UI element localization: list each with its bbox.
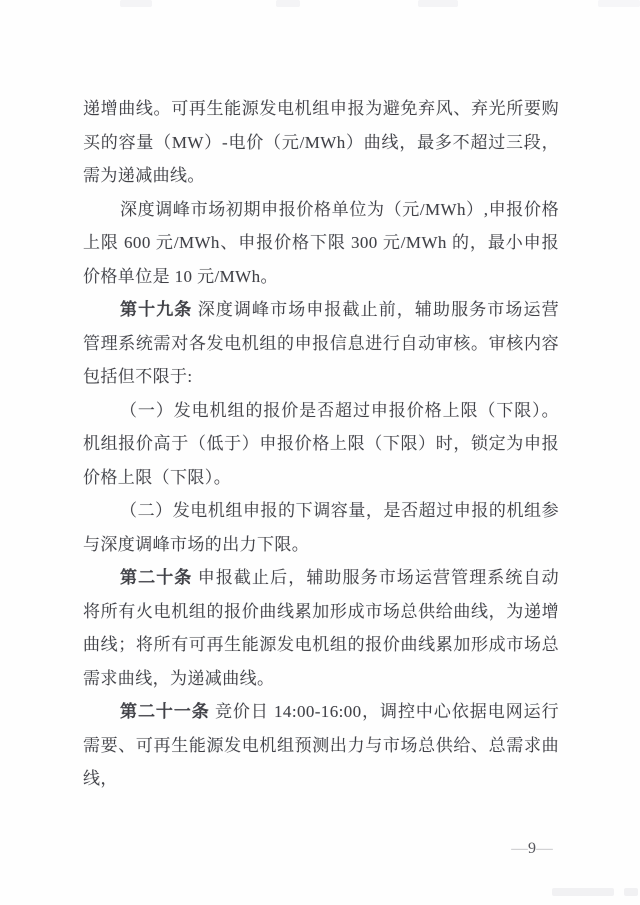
scan-artifact [598, 0, 640, 7]
article-number: 第二十条 [120, 568, 193, 587]
watermark-smudge [552, 888, 614, 896]
paragraph [83, 494, 559, 561]
paragraph-text: 竞价日 14:00-16:00，调控中心依据电网运行需要、可再生能源发电机组预测出力与市场总供给、总需求曲线， [83, 702, 559, 788]
paragraph-text: 深度调峰市场申报截止前，辅助服务市场运营管理系统需对各发电机组的申报信息进行自动审核。审核内容包括但不限于: [83, 300, 559, 386]
watermark-smudge [624, 888, 638, 896]
paragraph-text: （二）发电机组申报的下调容量，是否超过申报的机组参与深度调峰市场的出力下限。 [83, 501, 559, 554]
paragraph-text: 申报截止后，辅助服务市场运营管理系统自动将所有火电机组的报价曲线累加形成市场总供给曲线，为递增曲线；将所有可再生能源发电机组的报价曲线累加形成市场总需求曲线，为递减曲线。 [83, 568, 559, 688]
article-number: 第二十一条 [120, 702, 210, 721]
page-number [512, 839, 552, 859]
paragraph-text: （一）发电机组的报价是否超过申报价格上限（下限）。机组报价高于（低于）申报价格上限（下限）时，锁定为申报价格上限（下限）。 [83, 400, 559, 487]
article-number: 第十九条 [120, 300, 193, 319]
paragraph [83, 293, 559, 394]
page-number-dash-right: — [536, 841, 553, 857]
page-number-dash-left: — [511, 841, 528, 857]
scan-artifact [276, 0, 300, 7]
paragraph [83, 695, 559, 796]
scan-artifact [120, 0, 152, 7]
paragraph [83, 561, 559, 695]
paragraph [83, 92, 559, 193]
paragraph [83, 394, 559, 495]
paragraph-text: 递增曲线。可再生能源发电机组申报为避免弃风、弃光所要购买的容量（MW）-电价（元/MWh）曲线，最多不超过三段，需为递减曲线。 [83, 99, 559, 185]
paragraph [83, 193, 559, 294]
scan-artifact [418, 0, 458, 7]
page-number-value: 9 [528, 840, 536, 857]
paragraph-text: 深度调峰市场初期申报价格单位为（元/MWh）,申报价格上限 600 元/MWh、申报价格下限 300 元/MWh 的，最小申报价格单位是 10 元/MWh。 [83, 199, 559, 286]
document-body [83, 92, 559, 796]
